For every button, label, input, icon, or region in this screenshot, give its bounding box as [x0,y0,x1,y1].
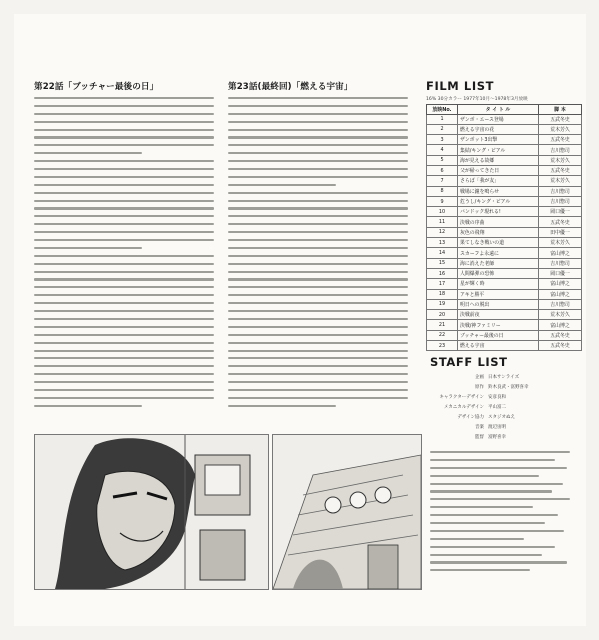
episode-writer: 荒木芳久 [539,124,582,134]
header-title: タ イ ト ル [458,105,539,115]
table-row [427,155,582,165]
episode-title: 海が見える故郷 [458,155,539,165]
episode-writer: 五武冬史 [539,114,582,124]
episode-writer: 五武冬史 [539,217,582,227]
staff-name: 渡辺宙明 [488,425,506,430]
film-list-title: FILM LIST [426,79,495,93]
episode-no: 17 [427,279,458,289]
staff-list-title: STAFF LIST [430,355,508,369]
episode-22-title: 第22話「ブッチャー最後の日」 [34,82,159,92]
machine-scene-illustration [273,435,421,589]
episode-title: スカーフよ永遠に [458,248,539,258]
episode-title: 果てしなき戦いの道 [458,238,539,248]
episode-no: 23 [427,341,458,351]
table-row [427,114,582,124]
episode-title: 星が輝く時 [458,279,539,289]
episode-writer: 吉川惣司 [539,145,582,155]
episode-title: アキと勝平 [458,289,539,299]
table-row [427,330,582,340]
episode-writer: 吉川惣司 [539,186,582,196]
episode-title: 決戦前夜 [458,310,539,320]
table-row [427,279,582,289]
episode-title: ザンボット3出撃 [458,135,539,145]
episode-writer: 五武冬史 [539,165,582,175]
episode-writer: 岡口優一 [539,207,582,217]
table-row [427,217,582,227]
episode-title: 決戦の序曲 [458,217,539,227]
staff-name: 安彦良和 [488,395,506,400]
header-episode-no: 放映No. [427,105,458,115]
table-row [427,196,582,206]
episode-no: 4 [427,145,458,155]
table-row [427,320,582,330]
table-row [427,258,582,268]
episode-writer: 田中優一 [539,227,582,237]
episode-no: 14 [427,248,458,258]
staff-row [430,373,586,383]
episode-no: 19 [427,299,458,309]
table-row [427,145,582,155]
staff-name: 鈴木良武・富野喜幸 [488,385,529,390]
episode-no: 1 [427,114,458,124]
table-row [427,238,582,248]
episode-writer: 富山博之 [539,279,582,289]
episode-title: 人間爆弾の恐怖 [458,268,539,278]
staff-role: 企画 [475,375,484,380]
battle-scene-illustration [272,434,422,590]
episode-no: 18 [427,289,458,299]
staff-name: 平山富二 [488,405,506,410]
episode-writer: 荒木芳久 [539,155,582,165]
episode-23-title: 第23話(最終回)「燃える宇宙」 [228,82,353,92]
staff-role: 原作 [475,385,484,390]
episode-writer: 岡口優一 [539,268,582,278]
staff-role: メカニカルデザイン [443,405,484,410]
episode-no: 9 [427,196,458,206]
staff-row [430,413,586,423]
episode-no: 20 [427,310,458,320]
episode-title: バンドック現れる! [458,207,539,217]
table-row [427,341,582,351]
table-row [427,165,582,175]
table-row [427,124,582,134]
episode-writer: 富山博之 [539,289,582,299]
staff-row [430,423,586,433]
episode-title: 父が帰ってきた日 [458,165,539,175]
episode-title: 燃える宇宙 [458,341,539,351]
staff-role: 音楽 [475,425,484,430]
episode-no: 15 [427,258,458,268]
villain-face-illustration [35,435,268,589]
episode-writer: 吉川惣司 [539,196,582,206]
episode-no: 13 [427,238,458,248]
table-row [427,299,582,309]
episode-no: 11 [427,217,458,227]
table-row [427,268,582,278]
episode-no: 21 [427,320,458,330]
episode-no: 5 [427,155,458,165]
episode-no: 3 [427,135,458,145]
table-row [427,135,582,145]
staff-row [430,433,586,443]
staff-list [430,373,586,577]
episode-writer: 吉川惣司 [539,299,582,309]
staff-role: デザイン協力 [457,415,484,420]
table-row [427,227,582,237]
staff-role: キャラクターデザイン [439,395,484,400]
table-row [427,248,582,258]
episode-no: 22 [427,330,458,340]
staff-role: 監督 [475,435,484,440]
table-row [427,207,582,217]
film-list-table [426,104,582,351]
table-row [427,176,582,186]
staff-row [430,403,586,413]
episode-writer: 富山博之 [539,248,582,258]
episode-23-article [228,80,408,413]
table-row [427,310,582,320]
episode-22-article [34,80,214,413]
episode-no: 8 [427,186,458,196]
character-illustration [34,434,269,590]
episode-no: 16 [427,268,458,278]
episode-writer: 荒木芳久 [539,176,582,186]
episode-writer: 五武冬史 [539,341,582,351]
episode-no: 7 [427,176,458,186]
episode-writer: 吉川惣司 [539,258,582,268]
episode-23-body [228,97,408,407]
staff-row [430,393,586,403]
staff-row [430,383,586,393]
episode-title: 燃える宇宙の花 [458,124,539,134]
episode-title: 決戦/神ファミリー [458,320,539,330]
episode-writer: 荒木芳久 [539,238,582,248]
staff-name: 日本サンライズ [488,375,520,380]
episode-title: 戦場に鐘を鳴らせ [458,186,539,196]
episode-title: ザンボ・エース登場 [458,114,539,124]
staff-name: スタジオぬえ [488,415,515,420]
header-writer: 脚 本 [539,105,582,115]
episode-title: 海に消えた老師 [458,258,539,268]
episode-title: 危うし/キング・ビアル [458,196,539,206]
table-row [427,186,582,196]
film-list-subtitle: 16% 30分カラー 1977年10月〜1978年3月放映 [426,97,528,102]
episode-title: さらば「我が友」 [458,176,539,186]
episode-title: 灰色の飛翔 [458,227,539,237]
episode-writer: 荒木芳久 [539,310,582,320]
episode-writer: 五武冬史 [539,135,582,145]
episode-no: 6 [427,165,458,175]
table-row [427,289,582,299]
episode-no: 10 [427,207,458,217]
episode-writer: 五武冬史 [539,330,582,340]
episode-title: ブッチャー最後の日 [458,330,539,340]
staff-name: 富野喜幸 [488,435,506,440]
episode-22-body [34,97,214,407]
episode-title: 集結/キング・ビアル [458,145,539,155]
episode-no: 2 [427,124,458,134]
episode-writer: 富山博之 [539,320,582,330]
episode-title: 明日への脱出 [458,299,539,309]
episode-no: 12 [427,227,458,237]
film-list-header-row [427,105,582,115]
